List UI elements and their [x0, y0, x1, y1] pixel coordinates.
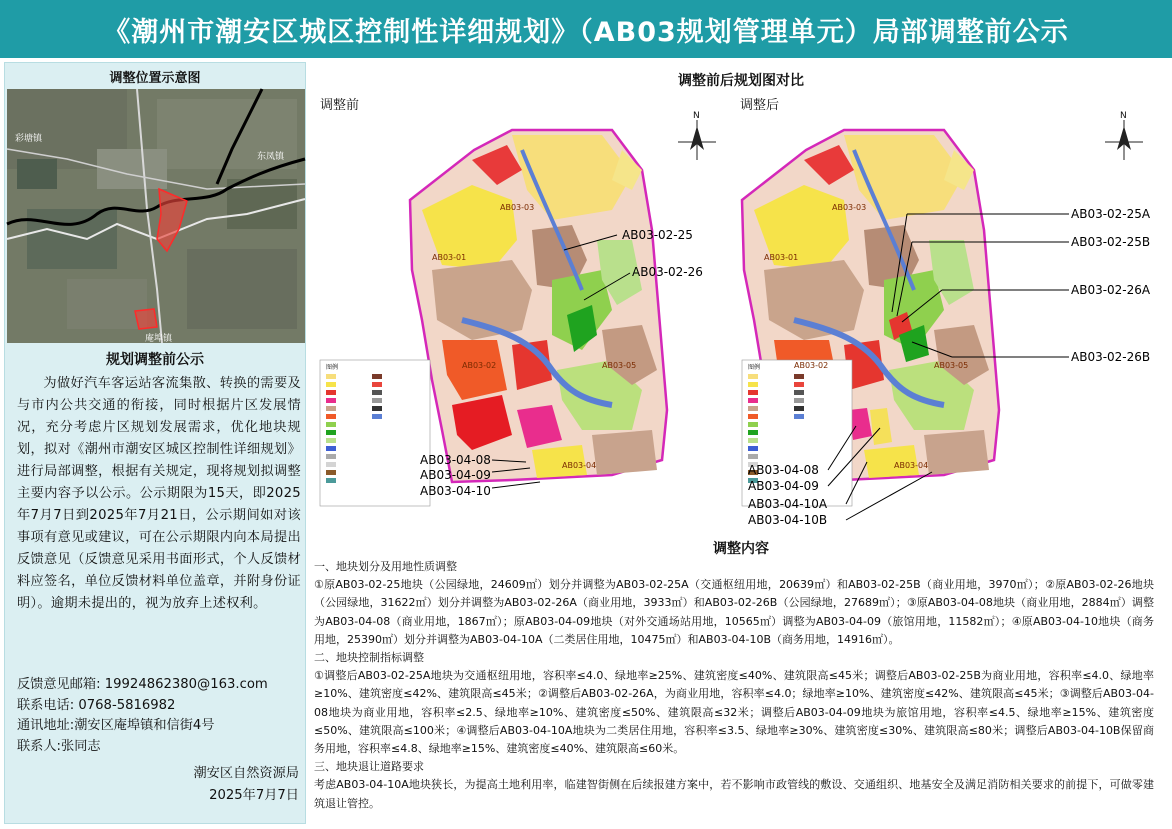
left-panel	[4, 62, 306, 824]
after-unit-label-3: AB03-02	[794, 361, 829, 370]
section-2-title: 二、地块控制指标调整	[314, 651, 424, 665]
after-legend-heading: 图例	[748, 364, 761, 371]
before-unit-label-1: AB03-03	[500, 203, 535, 212]
content-heading: 调整内容	[713, 541, 769, 557]
location-label-anbu: 庵埠镇	[145, 334, 173, 344]
after-unit-label-2: AB03-01	[764, 253, 799, 262]
after-north-arrow	[1105, 111, 1143, 160]
contact-block	[17, 675, 301, 757]
after-plan-map	[732, 90, 1168, 527]
before-north-arrow	[678, 111, 716, 160]
location-label-dongfeng: 东凤镇	[257, 152, 285, 162]
contact-person: 联系人:张同志	[17, 738, 101, 754]
before-map-label: 调整前	[320, 98, 360, 113]
contact-email: 反馈意见邮箱: 19924862380@163.com	[17, 677, 268, 692]
satellite-image	[7, 89, 305, 343]
after-callout-4: AB03-02-26B	[1071, 350, 1151, 364]
notice-body: 为做好汽车客运站客流集散、转换的需要及与市内公共交通的衔接，同时根据片区发展情况，充分考虑片区规划发展需求，优化地块规划，拟对《潮州市潮安区城区控制性详细规划》进行局部调整，根据有关规定，现将规划拟调整主要内容予以公示。公示期限为15天，即2025年7月7日到2025年7月21日，公示期间如对该事项有意见或建议，可在公示期限内向本局提出反馈意见（反馈意见采用书面形式，个人反馈材料应签名，单位反馈材料单位盖章，并附身份证明）。逾期未提出的，视为放弃上述权利。	[17, 376, 301, 611]
after-callout-7: AB03-04-10A	[748, 497, 828, 511]
before-callout-5: AB03-04-10	[420, 484, 491, 498]
before-callout-4: AB03-04-09	[420, 468, 491, 482]
location-map	[7, 89, 305, 343]
section-3-body: 考虑AB03-04-10A地块狭长，为提高土地利用率，临建智街侧在后续报建方案中，若不影响市政管线的敷设、交通组织、地基安全及满足消防相关要求的前提下，可做零建筑退让管控。	[314, 778, 1154, 810]
contact-phone: 联系电话: 0768-5816982	[17, 697, 176, 713]
section-2-body: ①调整后AB03-02-25A地块为交通枢纽用地，容积率≤4.0、绿地率≥25%、建筑密度≤40%、建筑限高≤45米；调整后AB03-02-25B为商业用地，容积率≤4.0、绿地率≥10%、建筑密度≤42%、建筑限高≤45米；②调整后AB03-02-26A，为商业用地，容积率≤4.0；绿地率≥10%、建筑密度≤42%、建筑限高≤45米；③调整后AB03-04-08地块为商业用地，容积率≤2.5、绿地率≥10%、建筑密度≤50%、建筑限高≤32米；调整后AB03-04-09地块为旅馆用地，容积率≤4.5、绿地率≥15%、建筑密度≤50%、建筑限高≤100米；④调整后AB03-04-10A地块为二类居住用地，容积率≤3.5、绿地率≥30%、建筑密度≤30%、建筑限高≤80米；调整后AB03-04-10B保留商务用地，容积率≤4.8、绿地率≥15%、建筑密度≤40%、建筑限高≤60米。	[314, 669, 1154, 756]
signature-org: 潮安区自然资源局	[193, 766, 299, 781]
right-panel	[312, 62, 1170, 824]
after-callout-6: AB03-04-09	[748, 479, 819, 493]
after-map-label: 调整后	[740, 98, 780, 113]
before-north-label: N	[693, 111, 700, 121]
after-callout-1: AB03-02-25A	[1071, 207, 1151, 221]
before-legend-heading: 图例	[326, 364, 339, 371]
before-plan-map	[312, 90, 732, 516]
contact-address: 通讯地址:潮安区庵埠镇和信街4号	[17, 718, 215, 733]
section-1-body: ①原AB03-02-25地块（公园绿地，24609㎡）划分并调整为AB03-02-25A（交通枢纽用地，20639㎡）和AB03-02-25B（商业用地，3970㎡）；②原AB03-02-26地块（公园绿地，31622㎡）划分并调整为AB03-02-26A（商业用地，3933㎡）和AB03-02-26B（公园绿地，27689㎡）；③原AB03-04-08地块（商业用地，2884㎡）调整为AB03-04-08（商业用地，1867㎡）；原AB03-04-09地块（对外交通场站用地，10565㎡）调整为AB03-04-09（旅馆用地，11582㎡）；④原AB03-04-10地块（商务用地，25390㎡）划分并调整为AB03-04-10A（二类居住用地，10475㎡）和AB03-04-10B（商务用地，14916㎡）。	[314, 578, 1154, 646]
after-unit-label-5: AB03-04	[894, 461, 929, 470]
section-1-title: 一、地块划分及用地性质调整	[314, 560, 457, 573]
after-callout-8: AB03-04-10B	[748, 513, 828, 527]
section-3-title: 三、地块退让道路要求	[314, 760, 424, 774]
before-unit-label-5: AB03-04	[562, 461, 597, 470]
page-title: 《潮州市潮安区城区控制性详细规划》（AB03规划管理单元）局部调整前公示	[0, 0, 1172, 58]
location-map-heading: 调整位置示意图	[109, 71, 201, 86]
after-callout-3: AB03-02-26A	[1071, 283, 1151, 297]
signature-date: 2025年7月7日	[209, 788, 299, 803]
before-callout-2: AB03-02-26	[632, 265, 703, 279]
after-north-label: N	[1120, 111, 1127, 121]
after-unit-label-1: AB03-03	[832, 203, 867, 212]
notice-heading: 规划调整前公示	[106, 352, 204, 368]
before-unit-label-4: AB03-05	[602, 361, 637, 370]
content-body	[314, 558, 1154, 813]
before-unit-label-2: AB03-01	[432, 253, 467, 262]
signature-block	[194, 763, 300, 807]
before-callout-3: AB03-04-08	[420, 453, 491, 467]
after-unit-label-4: AB03-05	[934, 361, 969, 370]
after-callout-5: AB03-04-08	[748, 463, 819, 477]
comparison-heading: 调整前后规划图对比	[678, 73, 804, 89]
location-label-caitang: 彩塘镇	[15, 134, 43, 144]
before-unit-label-3: AB03-02	[462, 361, 497, 370]
after-callout-2: AB03-02-25B	[1071, 235, 1151, 249]
before-callout-1: AB03-02-25	[622, 228, 693, 242]
